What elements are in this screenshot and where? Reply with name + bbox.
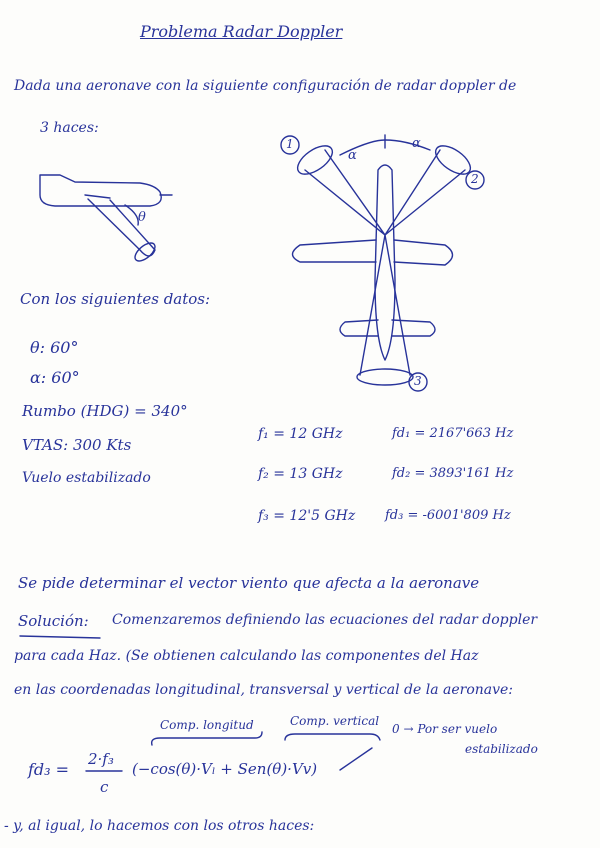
freq-f2: f₂ = 13 GHz <box>258 466 343 482</box>
zero-note: 0 → Por ser vuelo <box>392 722 498 736</box>
solution-underline <box>20 636 100 638</box>
zero-note-2: estabilizado <box>465 742 538 756</box>
given-heading: Rumbo (HDG) = 340° <box>22 402 188 420</box>
beam-1-label: 1 <box>286 137 294 151</box>
page-title: Problema Radar Doppler <box>140 22 343 41</box>
theta-label: θ <box>138 210 146 225</box>
eq-denominator: c <box>100 778 109 796</box>
intro-line-2: 3 haces: <box>40 120 99 136</box>
brace-long <box>152 732 262 745</box>
given-alpha: α: 60° <box>30 368 80 387</box>
brace-vert-label: Comp. vertical <box>290 714 380 728</box>
solution-line-1: Comenzaremos definiendo las ecuaciones del radar doppler <box>112 612 538 628</box>
solution-line-3: en las coordenadas longitudinal, transversal y vertical de la aeronave: <box>14 682 514 698</box>
freq-fd3: fd₃ = -6001'809 Hz <box>385 508 511 523</box>
alpha-right-label: α <box>412 136 421 151</box>
given-theta: θ: 60° <box>30 338 79 357</box>
strike-vv <box>340 748 372 770</box>
freq-f3: f₃ = 12'5 GHz <box>258 508 356 524</box>
eq-body: (−cos(θ)·Vₗ + Sen(θ)·Vv) <box>132 760 318 778</box>
data-intro: Con los siguientes datos: <box>20 290 211 308</box>
intro-line-1: Dada una aeronave con la siguiente configuración de radar doppler de <box>14 78 517 94</box>
given-flight: Vuelo estabilizado <box>22 470 151 486</box>
footer-text: - y, al igual, lo hacemos con los otros haces: <box>4 818 315 834</box>
beam-2-label: 2 <box>471 172 479 186</box>
solution-line-2: para cada Haz. (Se obtienen calculando las componentes del Haz <box>14 648 479 664</box>
given-vtas: VTAS: 300 Kts <box>22 436 132 454</box>
top-aircraft-sketch <box>281 135 484 391</box>
beam-3-label: 3 <box>414 374 422 388</box>
question-text: Se pide determinar el vector viento que afecta a la aeronave <box>18 574 480 592</box>
freq-f1: f₁ = 12 GHz <box>258 426 343 442</box>
side-aircraft-sketch <box>40 175 172 264</box>
eq-numerator: 2·f₃ <box>88 750 114 768</box>
brace-vert <box>285 734 380 740</box>
freq-fd2: fd₂ = 3893'161 Hz <box>392 466 514 481</box>
alpha-left-label: α <box>348 148 357 163</box>
freq-fd1: fd₁ = 2167'663 Hz <box>392 426 514 441</box>
brace-long-label: Comp. longitud <box>160 718 254 732</box>
solution-label: Solución: <box>18 612 89 630</box>
eq-lhs: fd₃ = <box>28 760 70 779</box>
